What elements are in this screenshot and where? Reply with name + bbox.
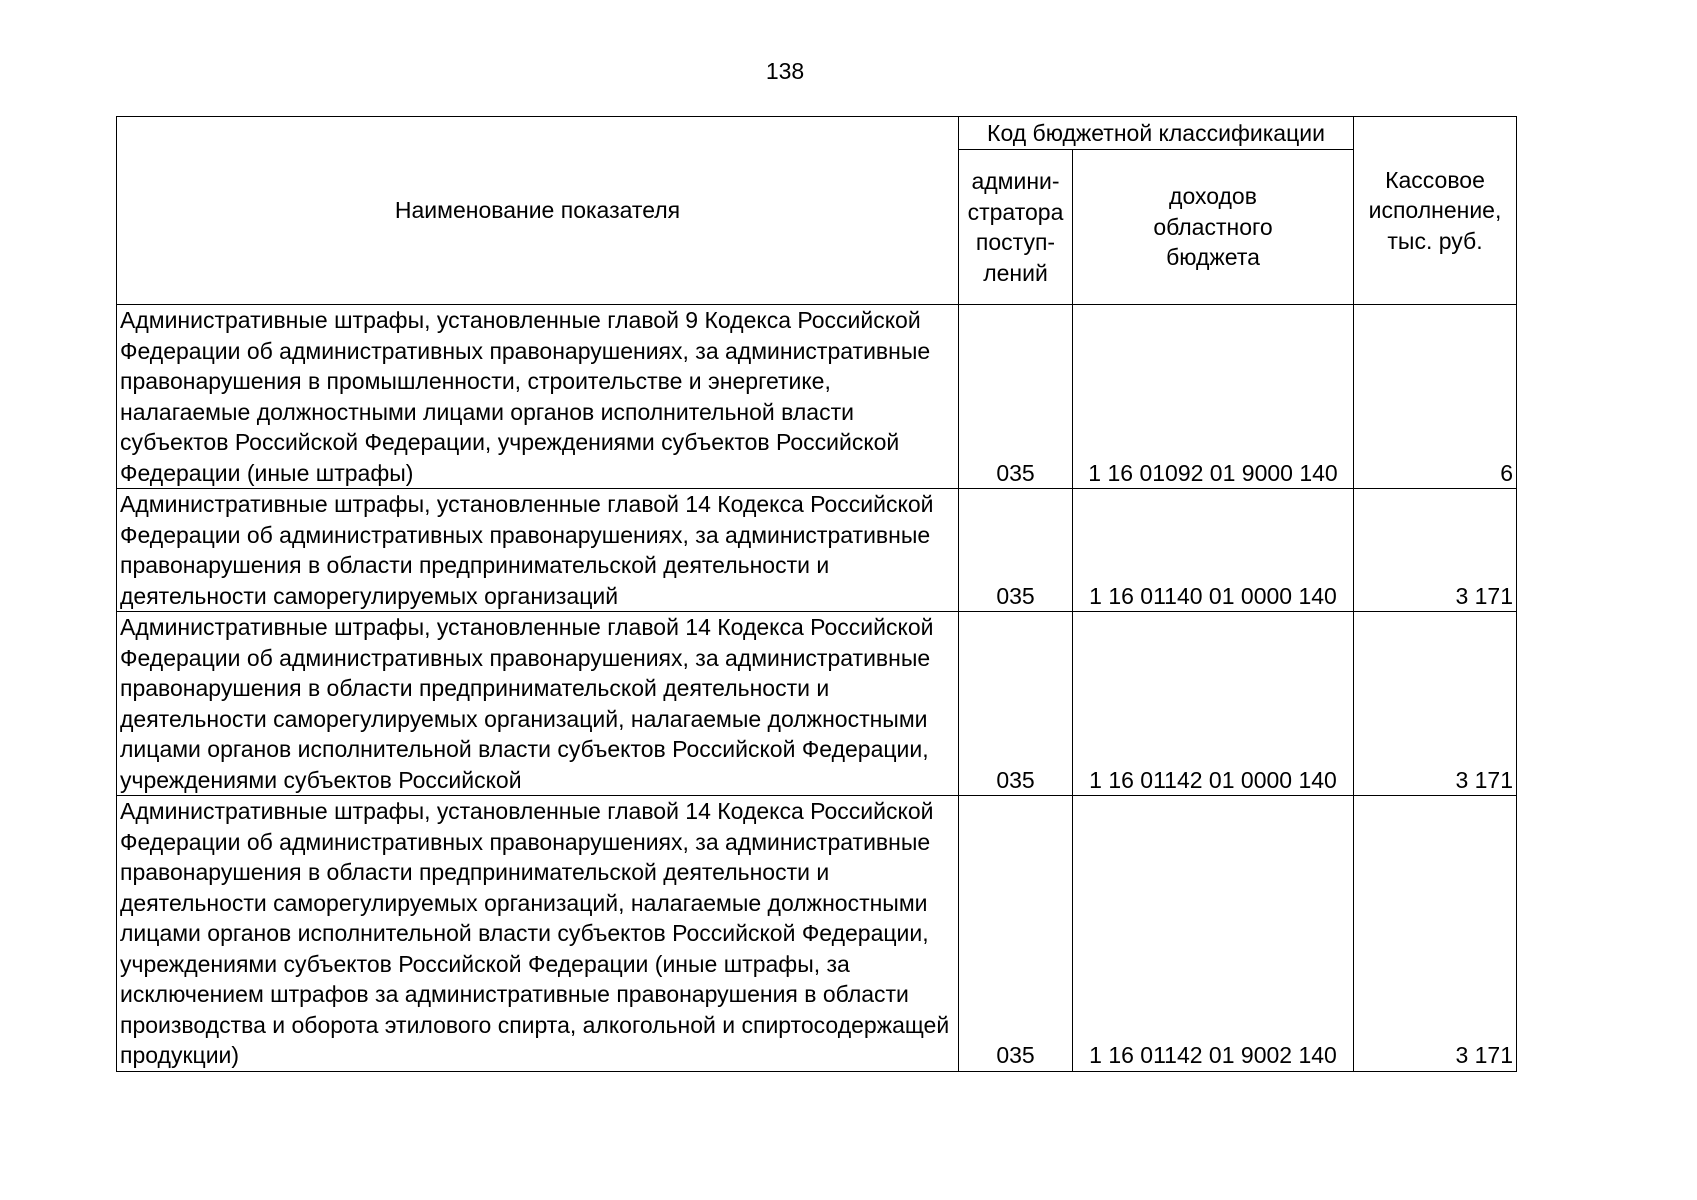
row-name: Административные штрафы, установленные главой 9 Кодекса Российской Федерации об административных правонарушениях, за административные правонарушения в промышленности, строительстве и энергетике, налагаемые должностными лицами органов исполнительной власти субъектов Российской Федерации, учреждениями субъектов Российской Федерации (иные штрафы) (117, 305, 959, 489)
row-amount: 3 171 (1354, 489, 1517, 612)
row-name: Административные штрафы, установленные главой 14 Кодекса Российской Федерации об административных правонарушениях, за административные правонарушения в области предпринимательской деятельности и деятельности саморегулируемых организаций, налагаемые должностными лицами органов исполнительной власти субъектов Российской Федерации, учреждениями субъектов Российской Федерации (иные штрафы, за исключением штрафов за административные правонарушения в области производства и оборота этилового спирта, алкогольной и спиртосодержащей продукции) (117, 796, 959, 1072)
table-row (117, 305, 1517, 489)
table-row (117, 612, 1517, 796)
row-income-code: 1 16 01142 01 0000 140 (1073, 612, 1354, 796)
header-cash-line: тыс. руб. (1387, 227, 1483, 254)
header-name: Наименование показателя (117, 117, 959, 305)
budget-table (116, 116, 1517, 1072)
row-admin-code: 035 (959, 489, 1073, 612)
row-name: Административные штрафы, установленные главой 14 Кодекса Российской Федерации об административных правонарушениях, за административные правонарушения в области предпринимательской деятельности и деятельности саморегулируемых организаций (117, 489, 959, 612)
row-admin-code: 035 (959, 796, 1073, 1072)
header-code-group: Код бюджетной классификации (959, 117, 1354, 150)
table-row (117, 796, 1517, 1072)
header-income-line: доходов (1169, 183, 1257, 210)
table-row (117, 489, 1517, 612)
header-cash-execution (1354, 117, 1517, 305)
header-income-line: областного (1153, 213, 1273, 240)
row-income-code: 1 16 01142 01 9002 140 (1073, 796, 1354, 1072)
header-administrator (959, 150, 1073, 305)
header-admin-line: лений (983, 259, 1048, 286)
header-admin-line: админи- (971, 168, 1060, 194)
header-admin-line: стратора (967, 198, 1064, 225)
header-admin-line: поступ- (975, 229, 1056, 255)
header-cash-line: Кассовое (1385, 166, 1485, 193)
row-admin-code: 035 (959, 305, 1073, 489)
row-income-code: 1 16 01092 01 9000 140 (1073, 305, 1354, 489)
row-amount: 6 (1354, 305, 1517, 489)
header-income-line: бюджета (1166, 244, 1260, 271)
row-name: Административные штрафы, установленные главой 14 Кодекса Российской Федерации об административных правонарушениях, за административные правонарушения в области предпринимательской деятельности и деятельности саморегулируемых организаций, налагаемые должностными лицами органов исполнительной власти субъектов Российской Федерации, учреждениями субъектов Российской (117, 612, 959, 796)
header-row-top (117, 117, 1517, 150)
row-income-code: 1 16 01140 01 0000 140 (1073, 489, 1354, 612)
header-income-code (1073, 150, 1354, 305)
row-admin-code: 035 (959, 612, 1073, 796)
header-cash-line: исполнение, (1368, 197, 1502, 224)
row-amount: 3 171 (1354, 796, 1517, 1072)
row-amount: 3 171 (1354, 612, 1517, 796)
page-number: 138 (765, 58, 805, 84)
